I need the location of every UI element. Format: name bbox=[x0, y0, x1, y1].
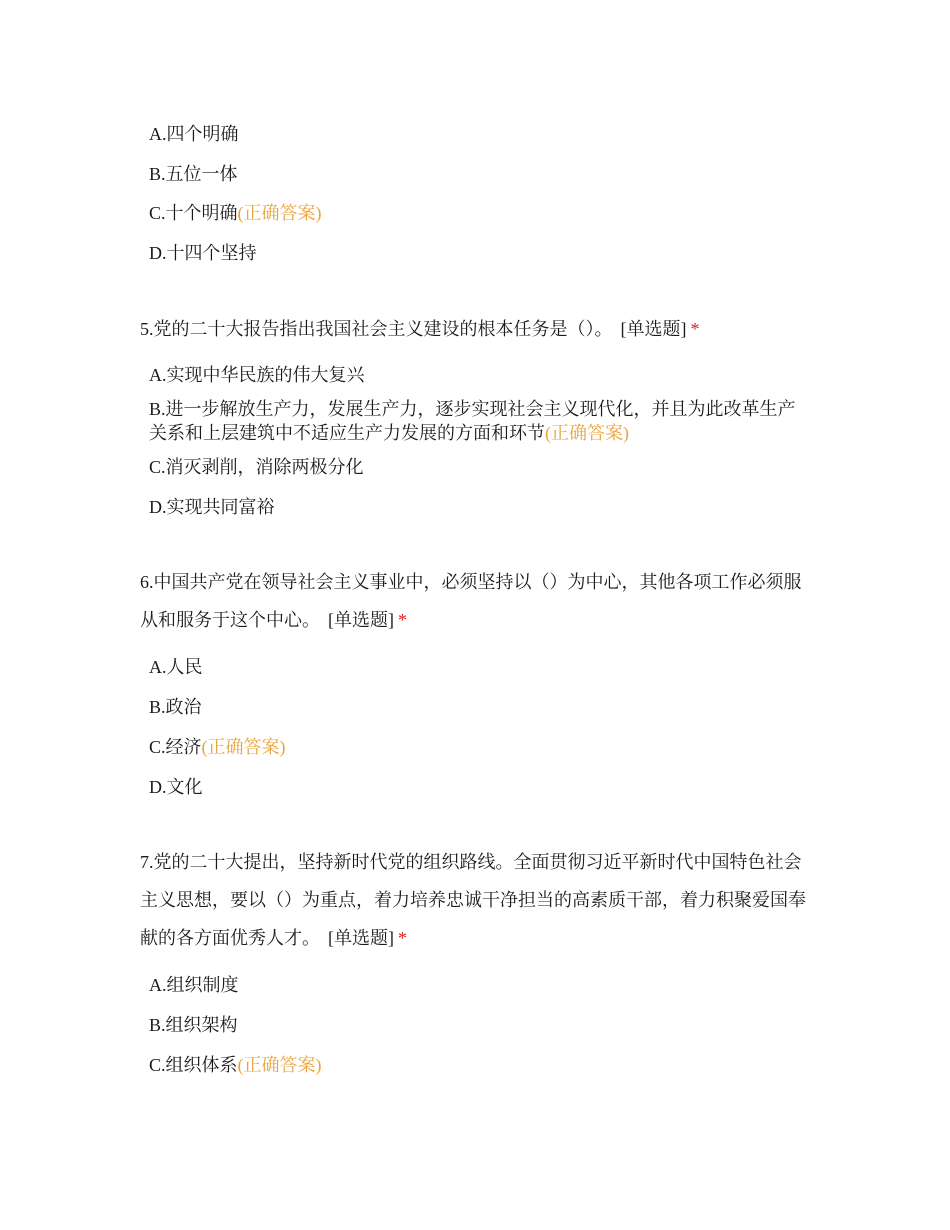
q5-option-b: B.进一步解放生产力，发展生产力，逐步实现社会主义现代化，并且为此改革生产关系和上层建筑中不适应生产力发展的方面和环节(正确答案) bbox=[149, 399, 796, 443]
q5-option-a: A.实现中华民族的伟大复兴 bbox=[149, 365, 365, 385]
required-mark: * bbox=[398, 928, 407, 948]
q4-option-d: D.十四个坚持 bbox=[149, 243, 257, 263]
q6-question: 6.中国共产党在领导社会主义事业中，必须坚持以（）为中心，其他各项工作必须服从和服务于这个中心。 [单选题] * bbox=[140, 572, 802, 630]
q4-option-b: B.五位一体 bbox=[149, 164, 238, 184]
q7-option-a: A.组织制度 bbox=[149, 975, 239, 995]
q5-question: 5.党的二十大报告指出我国社会主义建设的根本任务是（）。 [单选题] * bbox=[140, 319, 700, 339]
q7-option-b: B.组织架构 bbox=[149, 1015, 238, 1035]
correct-answer-tag: (正确答案) bbox=[545, 423, 629, 443]
q7-question: 7.党的二十大提出，坚持新时代党的组织路线。全面贯彻习近平新时代中国特色社会主义思想，要以（）为重点，着力培养忠诚干净担当的高素质干部，着力积聚爱国奉献的各方面优秀人才。 [单选题] * bbox=[140, 852, 806, 948]
q4-option-c: C.十个明确(正确答案) bbox=[149, 203, 322, 223]
correct-answer-tag: (正确答案) bbox=[237, 1055, 322, 1075]
q6-option-d: D.文化 bbox=[149, 777, 203, 797]
q6-option-c: C.经济(正确答案) bbox=[149, 737, 286, 757]
required-mark: * bbox=[690, 319, 700, 339]
question-type: [单选题] bbox=[328, 928, 394, 948]
question-type: [单选题] bbox=[620, 319, 687, 339]
q5-option-c: C.消灭剥削，消除两极分化 bbox=[149, 457, 364, 477]
correct-answer-tag: (正确答案) bbox=[237, 203, 322, 223]
q7-option-c: C.组织体系(正确答案) bbox=[149, 1055, 322, 1075]
correct-answer-tag: (正确答案) bbox=[201, 737, 286, 757]
q5-option-d: D.实现共同富裕 bbox=[149, 497, 275, 517]
required-mark: * bbox=[398, 610, 407, 630]
q6-option-b: B.政治 bbox=[149, 697, 202, 717]
question-type: [单选题] bbox=[328, 610, 394, 630]
q4-option-a: A.四个明确 bbox=[149, 124, 239, 144]
q6-option-a: A.人民 bbox=[149, 657, 203, 677]
